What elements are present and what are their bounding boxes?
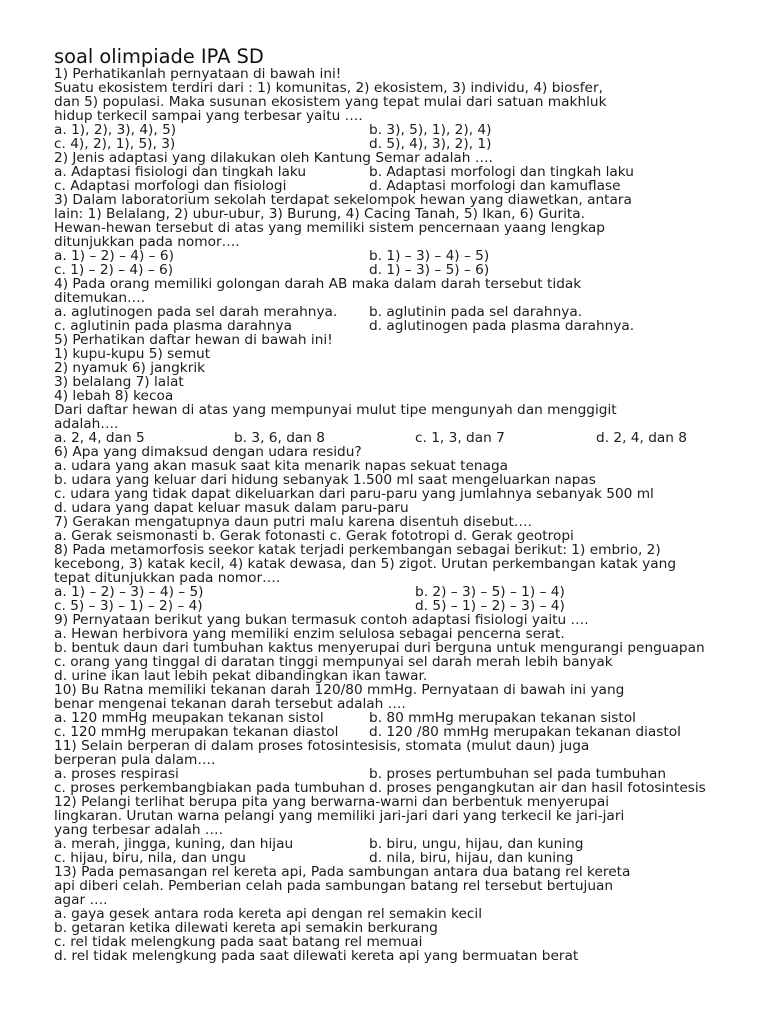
answer-option-d: d. 120 /80 mmHg merupakan tekanan diastol <box>369 724 681 740</box>
question-text-line: 4) lebah 8) kecoa <box>54 388 174 404</box>
question-text: 13) Pada pemasangan rel kereta api, Pada sambungan antara dua batang rel kereta <box>54 864 631 880</box>
question-3 <box>54 193 754 277</box>
answer-options-row <box>54 669 754 683</box>
answer-option-d: d. rel tidak melengkung pada saat dilewati kereta api yang bermuatan berat <box>54 948 579 964</box>
question-13 <box>54 865 754 963</box>
answer-option-b: b. 3, 6, dan 8 <box>234 430 326 446</box>
question-9 <box>54 613 754 683</box>
answer-option-b: b. proses pertumbuhan sel pada tumbuhan <box>369 766 667 782</box>
answer-options-row <box>54 319 754 333</box>
question-text-line: berperan pula dalam…. <box>54 752 216 768</box>
question-text: 12) Pelangi terlihat berupa pita yang berwarna-warni dan berbentuk menyerupai <box>54 794 610 810</box>
answer-option-d: d. udara yang dapat keluar masuk dalam paru-paru <box>54 500 409 516</box>
question-text-line: hidup terkecil sampai yang terbesar yaitu …. <box>54 108 363 124</box>
question-text-line: api diberi celah. Pemberian celah pada sambungan batang rel tersebut bertujuan <box>54 878 614 894</box>
answer-option-c: c. udara yang tidak dapat dikeluarkan dari paru-paru yang jumlahnya sebanyak 500 ml <box>54 486 654 502</box>
answer-option-c: c. 1, 3, dan 7 <box>415 430 505 446</box>
question-text-line: agar …. <box>54 892 108 908</box>
answer-option-a: a. 120 mmHg meupakan tekanan sistol <box>54 710 324 726</box>
answer-option-d: d. nila, biru, hijau, dan kuning <box>369 850 574 866</box>
question-text: 1) Perhatikanlah pernyataan di bawah ini! <box>54 66 342 82</box>
answer-options-row <box>54 431 754 445</box>
answer-option-c: c. 1) – 2) – 4) – 6) <box>54 262 174 278</box>
answer-option-b: b. 80 mmHg merupakan tekanan sistol <box>369 710 636 726</box>
answer-option-c: c. proses perkembangbiakan pada tumbuhan <box>54 780 365 796</box>
question-6 <box>54 445 754 515</box>
answer-options-row <box>54 767 754 781</box>
question-text-line: tepat ditunjukkan pada nomor…. <box>54 570 281 586</box>
answer-options-row <box>54 725 754 739</box>
answer-option-d: d. urine ikan laut lebih pekat dibandingkan ikan tawar. <box>54 668 428 684</box>
question-text-line: lain: 1) Belalang, 2) ubur-ubur, 3) Burung, 4) Cacing Tanah, 5) Ikan, 6) Gurita. <box>54 206 586 222</box>
answer-option-d: d. 5), 4), 3), 2), 1) <box>369 136 492 152</box>
answer-option-a: a. Adaptasi fisiologi dan tingkah laku <box>54 164 307 180</box>
question-text-line: yang terbesar adalah …. <box>54 822 223 838</box>
answer-option-b: b. 3), 5), 1), 2), 4) <box>369 122 492 138</box>
answer-options-row <box>54 851 754 865</box>
question-text-line: lingkaran. Urutan warna pelangi yang memiliki jari-jari dari yang terkecil ke jari-jari <box>54 808 625 824</box>
answer-option-d: d. proses pengangkutan air dan hasil fotosintesis <box>369 780 706 796</box>
answer-options-row <box>54 949 754 963</box>
page-title: soal olimpiade IPA SD <box>54 45 264 68</box>
question-list <box>54 67 754 963</box>
question-text: 6) Apa yang dimaksud dengan udara residu? <box>54 444 362 460</box>
answer-option-c: c. 120 mmHg merupakan tekanan diastol <box>54 724 339 740</box>
answer-option-a: a. proses respirasi <box>54 766 179 782</box>
answer-option-c: c. Adaptasi morfologi dan fisiologi <box>54 178 287 194</box>
answer-option-a: a. 1) – 2) – 4) – 6) <box>54 248 174 264</box>
question-10 <box>54 683 754 739</box>
answer-option-c: c. 4), 2), 1), 5), 3) <box>54 136 176 152</box>
question-1 <box>54 67 754 151</box>
question-text: 8) Pada metamorfosis seekor katak terjadi perkembangan sebagai berikut: 1) embrio, 2) <box>54 542 661 558</box>
question-text: 2) Jenis adaptasi yang dilakukan oleh Kantung Semar adalah …. <box>54 150 493 166</box>
answer-options-row <box>54 781 754 795</box>
question-text-line: dan 5) populasi. Maka susunan ekosistem yang tepat mulai dari satuan makhluk <box>54 94 607 110</box>
answer-option-a: a. 2, 4, dan 5 <box>54 430 145 446</box>
question-text-line: 2) nyamuk 6) jangkrik <box>54 360 206 376</box>
question-text-line: Suatu ekosistem terdiri dari : 1) komunitas, 2) ekosistem, 3) individu, 4) biosfer, <box>54 80 603 96</box>
question-text: 9) Pernyataan berikut yang bukan termasuk contoh adaptasi fisiologi yaitu …. <box>54 612 589 628</box>
answer-option-d: d. Adaptasi morfologi dan kamuflase <box>369 178 621 194</box>
answer-option-d: d. 5) – 1) – 2) – 3) – 4) <box>415 598 565 614</box>
answer-option-b: b. biru, ungu, hijau, dan kuning <box>369 836 584 852</box>
answer-option-a: a. 1), 2), 3), 4), 5) <box>54 122 177 138</box>
answer-options-row <box>54 921 754 935</box>
question-8 <box>54 543 754 613</box>
answer-option-b: b. Adaptasi morfologi dan tingkah laku <box>369 164 634 180</box>
answer-options-row <box>54 165 754 179</box>
answer-options-row <box>54 641 754 655</box>
answer-options-row <box>54 585 754 599</box>
answer-options-row <box>54 123 754 137</box>
answer-option-c: c. aglutinin pada plasma darahnya <box>54 318 292 334</box>
question-text-line: ditunjukkan pada nomor…. <box>54 234 240 250</box>
question-2 <box>54 151 754 193</box>
answer-options-row <box>54 305 754 319</box>
answer-option-b: b. aglutinin pada sel darahnya. <box>369 304 583 320</box>
question-text-line: Dari daftar hewan di atas yang mempunyai mulut tipe mengunyah dan menggigit <box>54 402 617 418</box>
answer-option-c: c. 5) – 3) – 1) – 2) – 4) <box>54 598 203 614</box>
answer-option-a: a. aglutinogen pada sel darah merahnya. <box>54 304 338 320</box>
answer-options-row <box>54 249 754 263</box>
answer-options-row <box>54 599 754 613</box>
answer-options-row <box>54 529 754 543</box>
answer-options-row <box>54 907 754 921</box>
answer-options-inline: a. Gerak seismonasti b. Gerak fotonasti c. Gerak fototropi d. Gerak geotropi <box>54 528 574 544</box>
question-text-line: 3) belalang 7) lalat <box>54 374 184 390</box>
question-12 <box>54 795 754 865</box>
answer-options-row <box>54 711 754 725</box>
answer-option-a: a. udara yang akan masuk saat kita menarik napas sekuat tenaga <box>54 458 509 474</box>
question-4 <box>54 277 754 333</box>
answer-options-row <box>54 473 754 487</box>
answer-option-b: b. 2) – 3) – 5) – 1) – 4) <box>415 584 565 600</box>
answer-options-row <box>54 655 754 669</box>
answer-option-d: d. 1) – 3) – 5) – 6) <box>369 262 490 278</box>
question-text: 5) Perhatikan daftar hewan di bawah ini! <box>54 332 333 348</box>
answer-option-d: d. aglutinogen pada plasma darahnya. <box>369 318 635 334</box>
question-text-line: ditemukan…. <box>54 290 146 306</box>
question-text: 7) Gerakan mengatupnya daun putri malu karena disentuh disebut…. <box>54 514 532 530</box>
question-text: 11) Selain berperan di dalam proses fotosintesisis, stomata (mulut daun) juga <box>54 738 590 754</box>
answer-options-row <box>54 487 754 501</box>
answer-option-b: b. getaran ketika dilewati kereta api semakin berkurang <box>54 920 438 936</box>
answer-options-row <box>54 501 754 515</box>
answer-option-c: c. hijau, biru, nila, dan ungu <box>54 850 246 866</box>
answer-option-a: a. gaya gesek antara roda kereta api dengan rel semakin kecil <box>54 906 482 922</box>
question-5 <box>54 333 754 445</box>
answer-option-c: c. orang yang tinggal di daratan tinggi mempunyai sel darah merah lebih banyak <box>54 654 613 670</box>
question-11 <box>54 739 754 795</box>
answer-option-b: b. 1) – 3) – 4) – 5) <box>369 248 490 264</box>
answer-options-row <box>54 627 754 641</box>
question-text-line: kecebong, 3) katak kecil, 4) katak dewasa, dan 5) zigot. Urutan perkembangan katak yang <box>54 556 677 572</box>
question-text: 3) Dalam laboratorium sekolah terdapat sekelompok hewan yang diawetkan, antara <box>54 192 632 208</box>
answer-option-b: b. bentuk daun dari tumbuhan kaktus menyerupai duri berguna untuk mengurangi penguapan <box>54 640 705 656</box>
question-text-line: Hewan-hewan tersebut di atas yang memiliki sistem pencernaan yaang lengkap <box>54 220 605 236</box>
question-text: 4) Pada orang memiliki golongan darah AB maka dalam darah tersebut tidak <box>54 276 582 292</box>
question-7 <box>54 515 754 543</box>
answer-options-row <box>54 837 754 851</box>
answer-option-a: a. Hewan herbivora yang memiliki enzim selulosa sebagai pencerna serat. <box>54 626 565 642</box>
answer-options-row <box>54 935 754 949</box>
question-text: 10) Bu Ratna memiliki tekanan darah 120/80 mmHg. Pernyataan di bawah ini yang <box>54 682 625 698</box>
question-text-line: adalah…. <box>54 416 119 432</box>
answer-option-d: d. 2, 4, dan 8 <box>596 430 688 446</box>
answer-option-a: a. merah, jingga, kuning, dan hijau <box>54 836 294 852</box>
answer-options-row <box>54 459 754 473</box>
answer-options-row <box>54 263 754 277</box>
question-text-line: 1) kupu-kupu 5) semut <box>54 346 211 362</box>
answer-options-row <box>54 179 754 193</box>
answer-option-c: c. rel tidak melengkung pada saat batang rel memuai <box>54 934 423 950</box>
answer-options-row <box>54 137 754 151</box>
question-text-line: benar mengenai tekanan darah tersebut adalah …. <box>54 696 406 712</box>
answer-option-b: b. udara yang keluar dari hidung sebanyak 1.500 ml saat mengeluarkan napas <box>54 472 596 488</box>
answer-option-a: a. 1) – 2) – 3) – 4) – 5) <box>54 584 204 600</box>
